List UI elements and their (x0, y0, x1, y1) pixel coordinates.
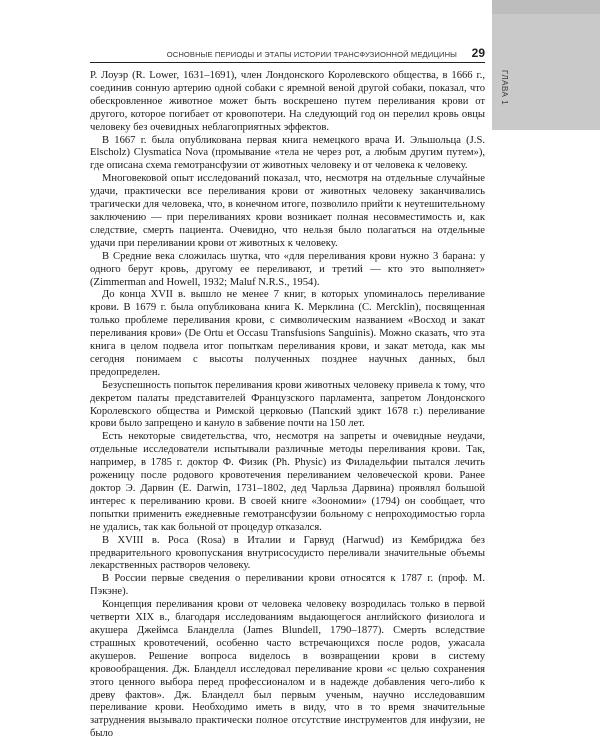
paragraph: Концепция переливания крови от человека человеку возродилась только в первой четверти XIX в., благодаря исследованиям выдающегося английского физиолога и акушера Джеймса Бланделла (James Blundell, 1790–1877). Смерть вследствие страшных кровотечений, особенно часто встречающихся после родов, ужасала акушеров. Решение вопроса виделось в возвращении крови в систему кровообращения. Дж. Бланделл исследовал переливание крови «с целью сохранения этого ценного выбора перед профессионалом и в надежде добавления чего-либо к древу фактов». Дж. Бланделл был первым ученым, научно исследовавшим переливание крови. Необходимо иметь в виду, что в то время значительные затруднения вызывало практически полное отсутствие инструментов для инфузии, не было (90, 599, 485, 740)
paragraph: В XVIII в. Роса (Rosa) в Италии и Гарвуд (Harwud) из Кембриджа без предварительного кровопускания внутрисосудисто переливали значительные объемы лекарственных растворов человеку. (90, 534, 485, 572)
page-header (90, 44, 485, 63)
paragraph: Безуспешность попыток переливания крови животных человеку привела к тому, что декретом палаты представителей Французского парламента, запретом Лондонского Королевского общества и Римской церковью (Папский эдикт 1678 г.) переливание крови было запрещено и кануло в забвение почти на 150 лет. (90, 379, 485, 430)
running-head: ОСНОВНЫЕ ПЕРИОДЫ И ЭТАПЫ ИСТОРИИ ТРАНСФУЗИОННОЙ МЕДИЦИНЫ (166, 50, 457, 59)
chapter-label: ГЛАВА 1 (500, 70, 509, 106)
paragraph: В 1667 г. была опубликована первая книга немецкого врача И. Эльшольца (J.S. Elscholz) Clysmatica Nova (промывание «тела не через рот, а любым другим путем»), где описана схема гемотрансфузии от животных человеку и от человека к человеку. (90, 134, 485, 172)
page-number: 29 (471, 46, 485, 60)
paragraph: До конца XVII в. вышло не менее 7 книг, в которых упоминалось переливание крови. В 1679 г. была опубликована книга К. Мерклина (C. Mercklin), посвященная только проблеме переливания крови, с символическим названием «Восход и закат переливания крови» (De Ortu et Occasu Transfusions Sanguinis). Можно сказать, что эта книга в целом подвела итог попыткам переливания крови, и закат метода, как мы сегодня понимаем с высоты полученных позднее научных данных, был предопределен. (90, 289, 485, 378)
chapter-side-tab (492, 0, 600, 750)
paragraph: Есть некоторые свидетельства, что, несмотря на запреты и очевидные неудачи, отдельные исследователи испытывали различные методы переливания крови. Так, например, в 1785 г. доктор Ф. Физик (Ph. Physic) из Филадельфии пытался лечить роженицу после родового кровотечения переливанием человеческой крови. Ранее доктор Э. Дарвин (E. Darwin, 1731–1802, дед Чарльза Дарвина) проявлял большой интерес к переливанию крови. В своей книге «Зоономии» (1794) он сообщает, что попытки применить ежедневные гемотрансфузии больному с непроходимостью горла не удались, так как больной от процедур отказался. (90, 431, 485, 533)
chapter-tab-top-band (492, 0, 600, 14)
paragraph: Многовековой опыт исследований показал, что, несмотря на отдельные случайные удачи, практически все переливания крови от животных человеку заканчивались трагически для человека, что, в конечном итоге, позволило прийти к неутешительному заключению — при переливаниях крови возникает полная несовместимость и, как следствие, смерть пациента. Очевидно, что нельзя было полагаться на отдельные удачи при переливании крови от животных к человеку. (90, 173, 485, 249)
paragraph: Р. Лоуэр (R. Lower, 1631–1691), член Лондонского Королевского общества, в 1666 г., соединив сонную артерию одной собаки с яремной веной другой собаки, показал, что обескровленное животное может быть воскрешено путем переливания крови от другого, которое погибает от кровопотери. На следующий год он перелил кровь овцы человеку без очевидных неблагоприятных эффектов. (90, 70, 485, 133)
paragraph: В России первые сведения о переливании крови относятся к 1787 г. (проф. М. Пэкэне). (90, 573, 485, 598)
paragraph: В Средние века сложилась шутка, что «для переливания крови нужно 3 барана: у одного берут кровь, другому ее переливают, и третий — кто это выполняет» (Zimmerman and Howell, 1932; Maluf N.R.S., 1954). (90, 250, 485, 288)
body-text (90, 70, 485, 741)
chapter-tab-background (492, 0, 600, 130)
